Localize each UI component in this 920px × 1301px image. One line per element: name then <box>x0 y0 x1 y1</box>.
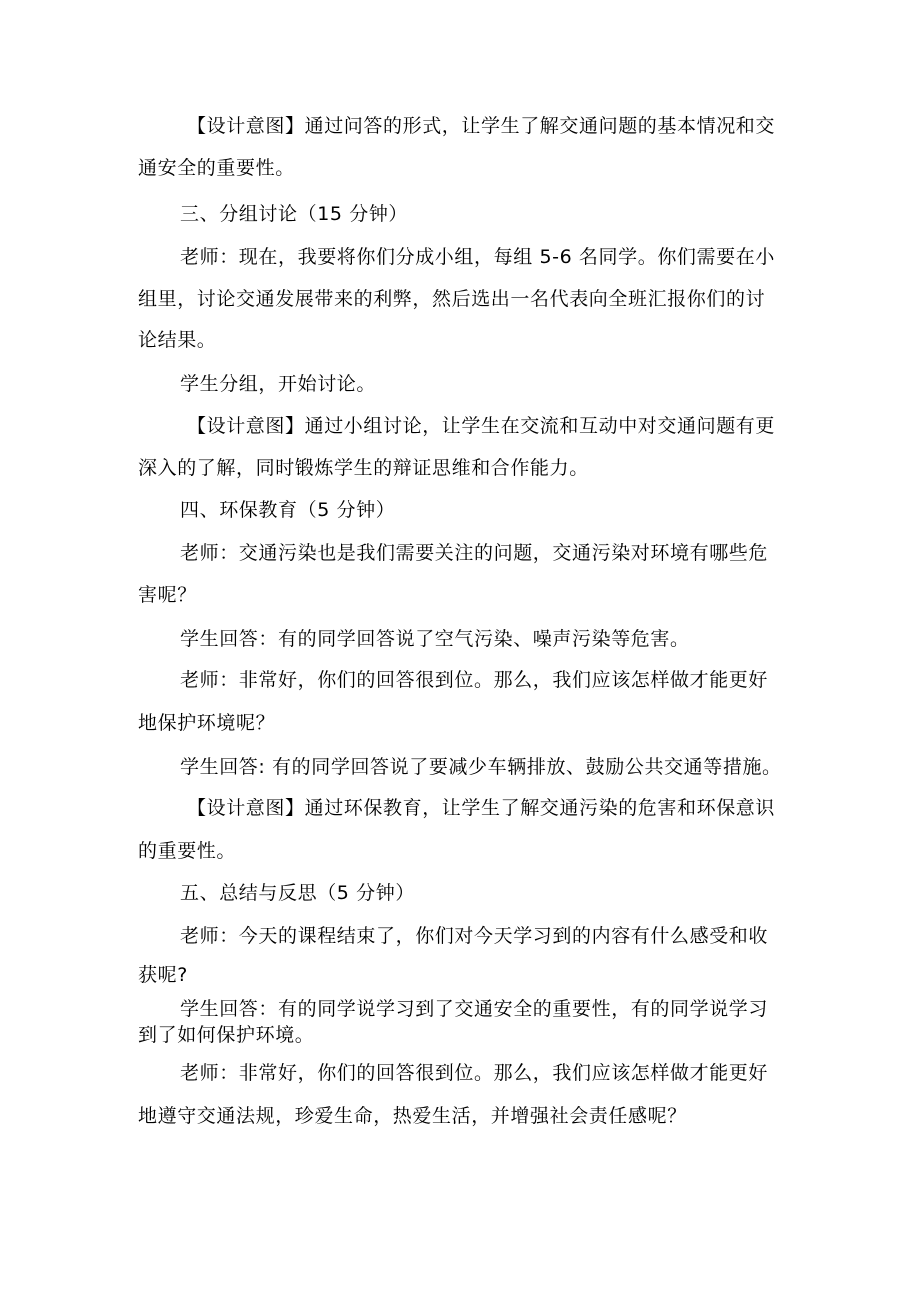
paragraph-line: 组里，讨论交通发展带来的利弊，然后选出一名代表向全班汇报你们的讨 <box>138 288 766 310</box>
paragraph-line: 【设计意图】通过环保教育，让学生了解交通污染的危害和环保意识 <box>187 797 776 819</box>
paragraph-line: 到了如何保护环境。 <box>138 1024 315 1046</box>
section-heading: 三、分组讨论（15 分钟） <box>180 203 409 225</box>
paragraph-line: 害呢？ <box>138 584 197 606</box>
paragraph-line: 学生回答：有的同学说学习到了交通安全的重要性，有的同学说学习 <box>180 998 769 1020</box>
paragraph-line: 老师：非常好，你们的回答很到位。那么，我们应该怎样做才能更好 <box>180 669 769 691</box>
paragraph-line: 老师：交通污染也是我们需要关注的问题，交通污染对环境有哪些危 <box>180 542 769 564</box>
paragraph-line: 【设计意图】通过小组讨论，让学生在交流和互动中对交通问题有更 <box>187 415 776 437</box>
paragraph-line: 获呢? <box>138 964 188 986</box>
paragraph-line: 论结果。 <box>138 329 217 351</box>
paragraph-line: 地保护环境呢？ <box>138 712 276 734</box>
section-heading: 四、环保教育（5 分钟） <box>180 499 396 521</box>
paragraph-line: 地遵守交通法规，珍爱生命，热爱生活，并增强社会责任感呢？ <box>138 1105 687 1127</box>
paragraph-line: 【设计意图】通过问答的形式，让学生了解交通问题的基本情况和交 <box>187 115 776 137</box>
paragraph-line: 通安全的重要性。 <box>138 157 295 179</box>
paragraph-line: 老师：现在，我要将你们分成小组，每组 5-6 名同学。你们需要在小 <box>180 246 775 268</box>
section-heading: 五、总结与反思（5 分钟） <box>180 882 415 904</box>
paragraph-line: 学生回答：有的同学回答说了空气污染、噪声污染等危害。 <box>180 628 690 650</box>
paragraph-line: 老师：今天的课程结束了，你们对今天学习到的内容有什么感受和收 <box>180 925 769 947</box>
paragraph-line: 老师：非常好，你们的回答很到位。那么，我们应该怎样做才能更好 <box>180 1062 769 1084</box>
paragraph-line: 深入的了解，同时锻炼学生的辩证思维和合作能力。 <box>138 457 589 479</box>
paragraph-line: 的重要性。 <box>138 840 237 862</box>
paragraph-line: 学生分组，开始讨论。 <box>180 373 377 395</box>
paragraph-line: 学生回答: 有的同学回答说了要减少车辆排放、鼓励公共交通等措施。 <box>180 756 782 778</box>
